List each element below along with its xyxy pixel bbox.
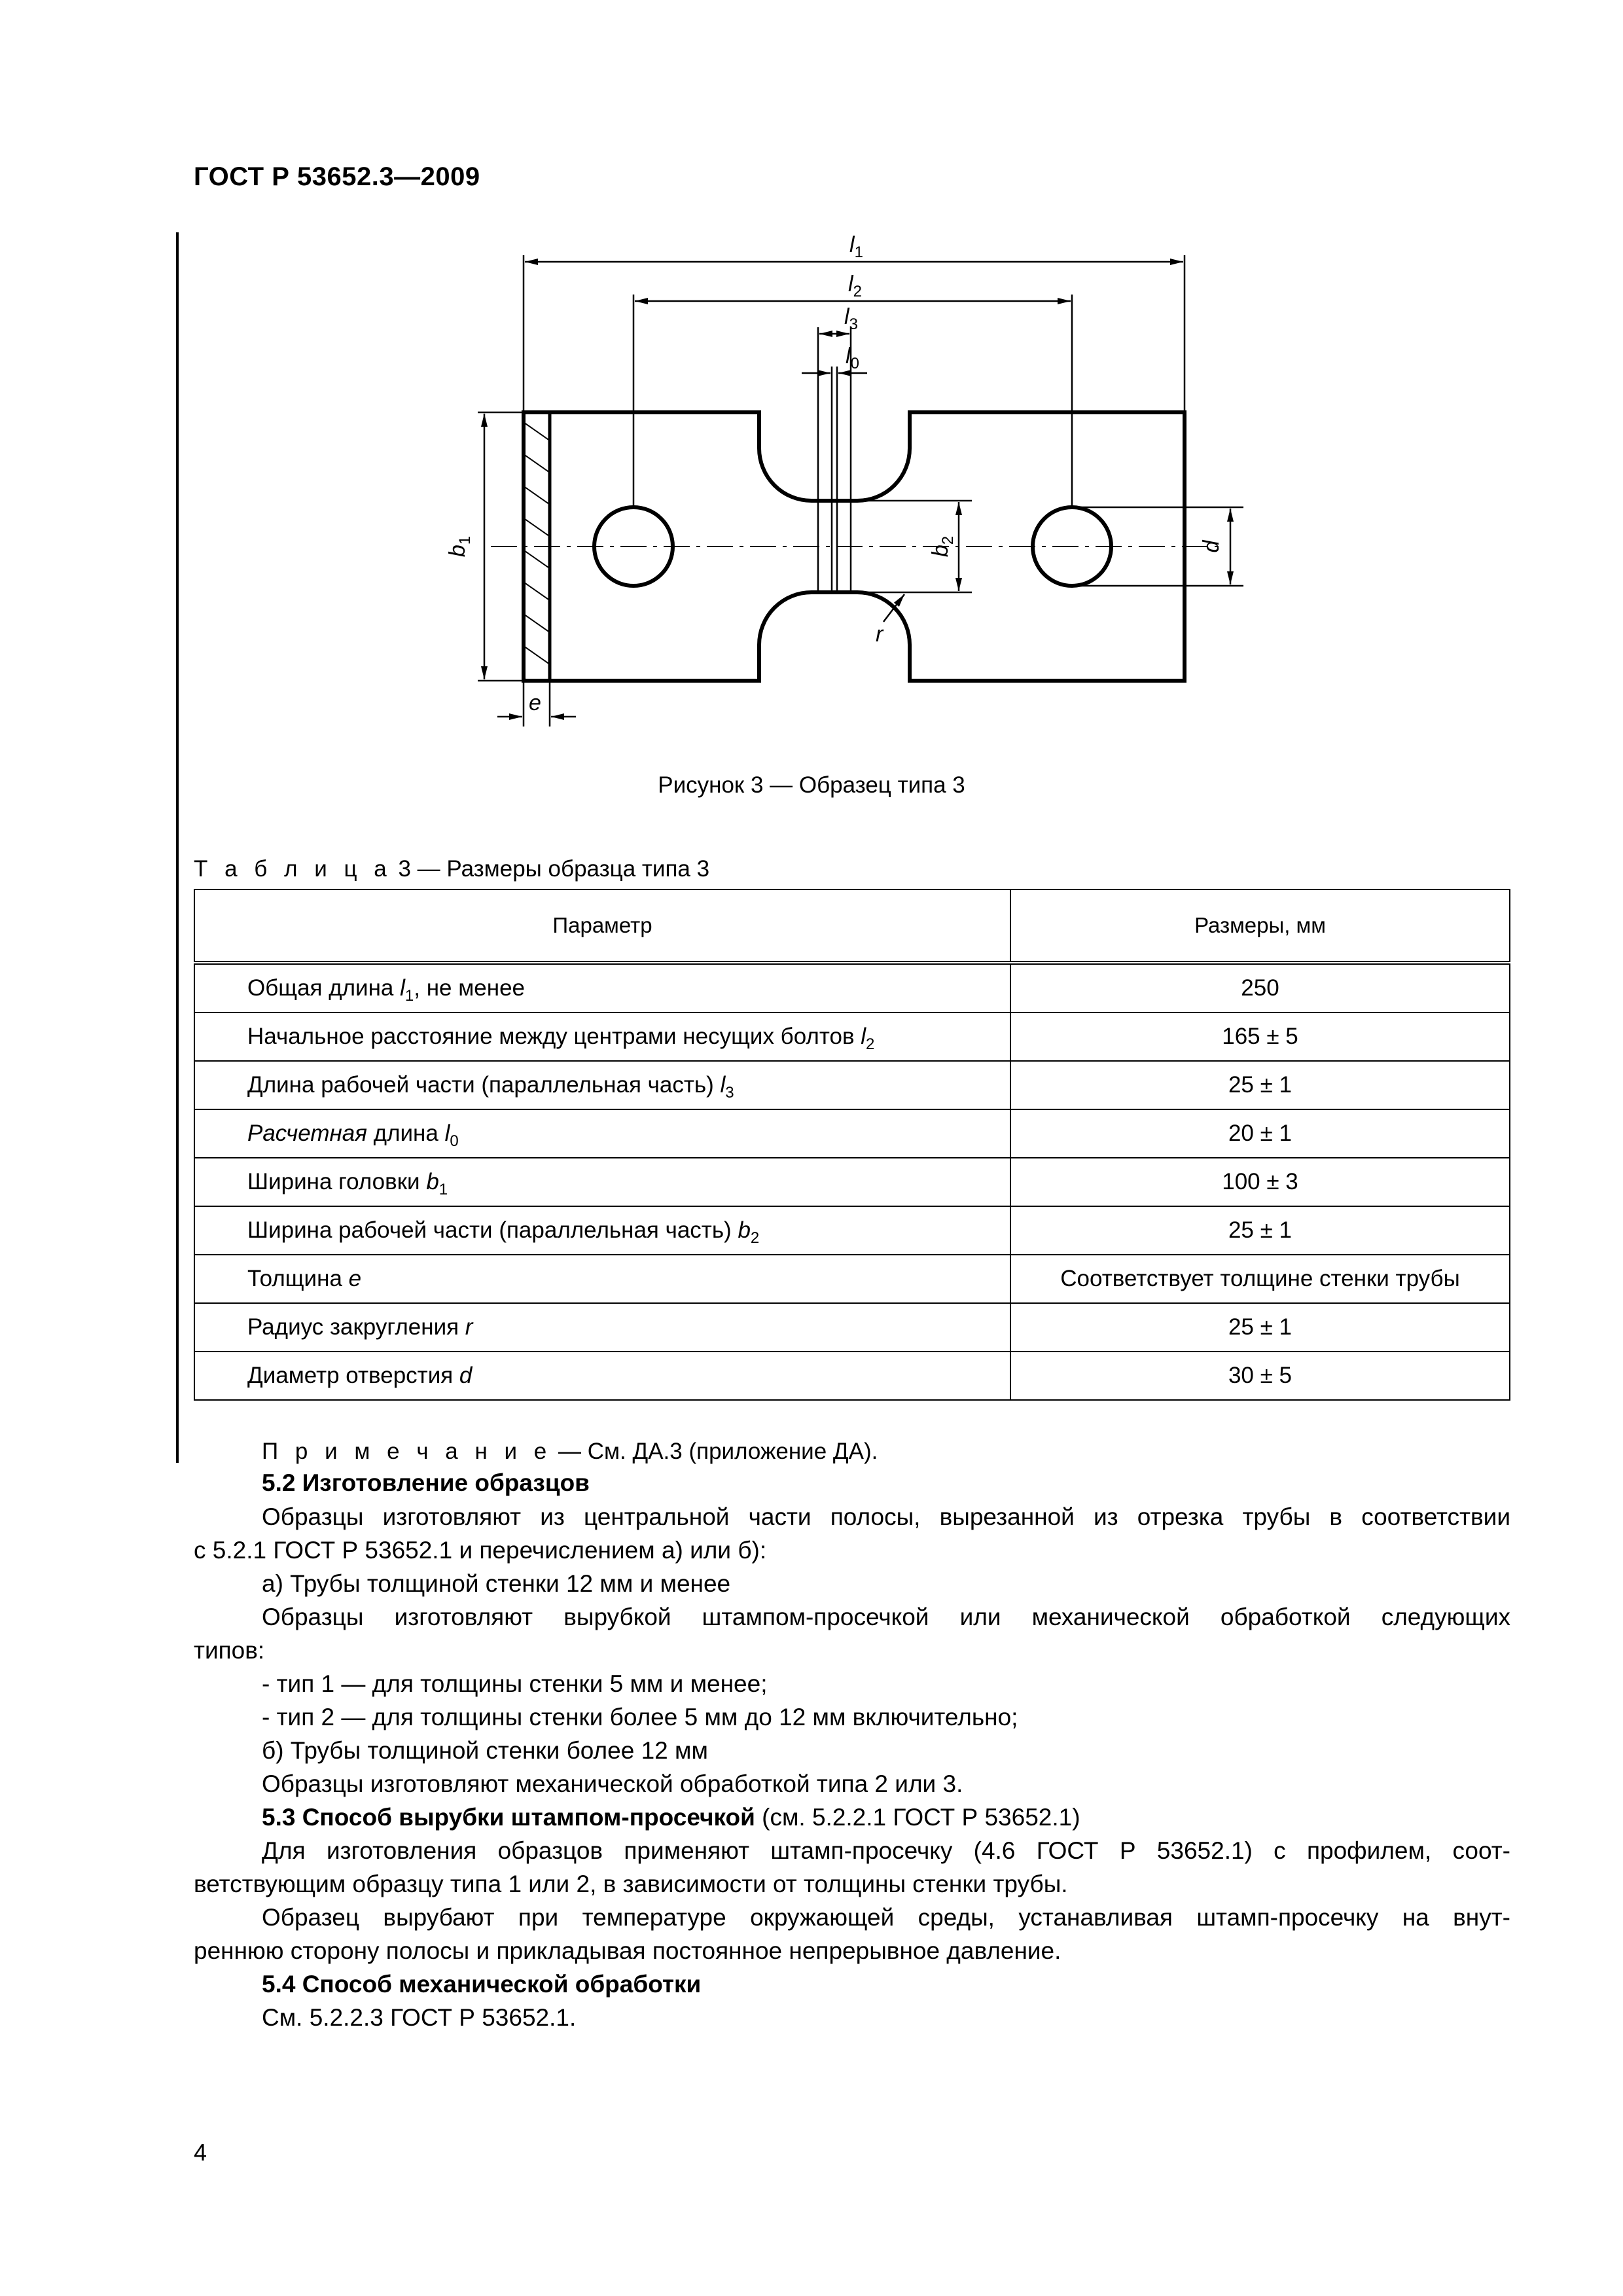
table-row	[194, 1158, 1510, 1206]
parameter-cell	[194, 1061, 1010, 1109]
parameter-cell	[194, 1352, 1010, 1400]
note-text: — См. ДА.3 (приложение ДА).	[552, 1439, 878, 1464]
s52-type2: - тип 2 — для толщины стенки более 5 мм до 12 мм включительно;	[262, 1704, 1018, 1731]
s53-title-bold: 5.3 Способ вырубки штампом-просечкой	[262, 1804, 755, 1831]
change-margin-bar	[176, 232, 179, 1463]
table-row	[194, 1206, 1510, 1255]
s54-p1: См. 5.2.2.3 ГОСТ Р 53652.1.	[262, 2004, 577, 2031]
s52-p3: Образцы изготовляют механической обработкой типа 2 или 3.	[262, 1770, 963, 1797]
dimension-value: 25 ± 1	[1010, 1303, 1510, 1352]
label-b1: $b_1$	[445, 535, 474, 558]
parameter-text: Общая длина	[247, 975, 401, 1001]
label-b2: $b_2$	[928, 535, 957, 558]
parameter-subscript: 2	[750, 1229, 760, 1247]
table-row	[194, 1013, 1510, 1061]
table-row	[194, 1303, 1510, 1352]
table-row	[194, 1109, 1510, 1158]
specimen-drawing	[438, 236, 1263, 746]
note-prefix: П р и м е ч а н и е	[262, 1439, 552, 1464]
parameter-symbol: l	[861, 1024, 866, 1049]
parameter-text: Начальное расстояние между центрами несущих болтов	[247, 1024, 861, 1049]
table-row	[194, 1255, 1510, 1303]
parameter-symbol: l	[400, 975, 405, 1001]
label-d: d	[1199, 540, 1224, 553]
parameter-subscript: 3	[725, 1084, 734, 1102]
parameter-text: Ширина головки	[247, 1169, 427, 1194]
dimension-value: 20 ± 1	[1010, 1109, 1510, 1158]
table-row	[194, 1061, 1510, 1109]
parameter-subscript: 2	[866, 1035, 875, 1053]
parameter-italic: Расчетная	[247, 1121, 367, 1146]
parameter-symbol: d	[459, 1363, 473, 1388]
parameter-symbol: l	[720, 1072, 726, 1098]
s52-p2-line1: Образцы изготовляют вырубкой штампом-просечкой или механической обработкой следующих	[262, 1604, 1510, 1630]
s52-type1: - тип 1 — для толщины стенки 5 мм и менее;	[262, 1670, 768, 1697]
s52-p2-line2: типов:	[194, 1637, 265, 1664]
s52-p1-line2: с 5.2.1 ГОСТ Р 53652.1 и перечислением а) или б):	[194, 1537, 767, 1564]
parameter-text: Длина рабочей части (параллельная часть)	[247, 1072, 721, 1098]
parameter-symbol: e	[348, 1266, 362, 1291]
parameter-cell	[194, 1013, 1010, 1061]
section-5-2-title: 5.2 Изготовление образцов	[262, 1469, 590, 1496]
parameter-subscript: 1	[438, 1181, 448, 1198]
s52-item-a: а) Трубы толщиной стенки 12 мм и менее	[262, 1570, 731, 1597]
table-caption	[194, 856, 709, 882]
parameter-symbol: b	[738, 1217, 751, 1243]
label-e: e	[529, 691, 541, 715]
label-l0: $l_0$	[846, 344, 859, 372]
dimension-value: 100 ± 3	[1010, 1158, 1510, 1206]
dimensions-table	[194, 889, 1510, 1401]
table-row	[194, 963, 1510, 1013]
parameter-cell	[194, 1255, 1010, 1303]
s52-p1-line1: Образцы изготовляют из центральной части полосы, вырезанной из отрезка трубы в соответствии	[262, 1503, 1510, 1530]
table-caption-prefix: Т а б л и ц а	[194, 856, 392, 882]
parameter-cell	[194, 1109, 1010, 1158]
section-5-3-title	[262, 1801, 1080, 1834]
parameter-cell	[194, 1303, 1010, 1352]
label-l1: $l_1$	[849, 236, 863, 261]
s53-p1-line1: Для изготовления образцов применяют штамп-просечку (4.6 ГОСТ Р 53652.1) с профилем, соот-	[262, 1837, 1510, 1864]
section-5-4-title: 5.4 Способ механической обработки	[262, 1971, 702, 1998]
page-number: 4	[194, 2139, 207, 2166]
table-note	[262, 1439, 878, 1465]
table-row	[194, 1352, 1510, 1400]
header-dimensions: Размеры, мм	[1010, 889, 1510, 963]
s52-item-b: б) Трубы толщиной стенки более 12 мм	[262, 1737, 708, 1764]
parameter-text: длина	[366, 1121, 445, 1146]
parameter-symbol: r	[465, 1314, 473, 1340]
label-l2: $l_2$	[848, 272, 862, 300]
parameter-symbol: b	[426, 1169, 439, 1194]
parameter-text: Диаметр отверстия	[247, 1363, 459, 1388]
dimension-value: 30 ± 5	[1010, 1352, 1510, 1400]
dimension-value: 165 ± 5	[1010, 1013, 1510, 1061]
label-r: r	[876, 622, 883, 647]
parameter-cell	[194, 963, 1010, 1013]
label-l3: $l_3$	[844, 304, 858, 333]
parameter-subscript: 1	[404, 987, 414, 1005]
s53-p1-line2: ветствующим образцу типа 1 или 2, в зависимости от толщины стенки трубы.	[194, 1871, 1068, 1897]
s53-p2-line2: реннюю сторону полосы и прикладывая постоянное непрерывное давление.	[194, 1937, 1061, 1964]
parameter-symbol: l	[444, 1121, 450, 1146]
parameter-tail: , не менее	[414, 975, 526, 1001]
parameter-cell	[194, 1158, 1010, 1206]
figure-caption: Рисунок 3 — Образец типа 3	[658, 772, 965, 798]
parameter-text: Ширина рабочей части (параллельная часть)	[247, 1217, 738, 1243]
parameter-text: Радиус закругления	[247, 1314, 465, 1340]
parameter-text: Толщина	[247, 1266, 349, 1291]
s53-title-ref: (см. 5.2.2.1 ГОСТ Р 53652.1)	[755, 1804, 1080, 1831]
parameter-cell	[194, 1206, 1010, 1255]
document-header: ГОСТ Р 53652.3—2009	[194, 162, 480, 191]
parameter-subscript: 0	[450, 1132, 459, 1150]
dimension-value: 25 ± 1	[1010, 1061, 1510, 1109]
dimension-value: Соответствует толщине стенки трубы	[1010, 1255, 1510, 1303]
dimension-value: 25 ± 1	[1010, 1206, 1510, 1255]
s53-p2-line1: Образец вырубают при температуре окружающей среды, устанавливая штамп-просечку на внут-	[262, 1904, 1510, 1931]
header-parameter: Параметр	[194, 889, 1010, 963]
dimension-value: 250	[1010, 963, 1510, 1013]
table-caption-text: 3 — Размеры образца типа 3	[398, 856, 710, 882]
